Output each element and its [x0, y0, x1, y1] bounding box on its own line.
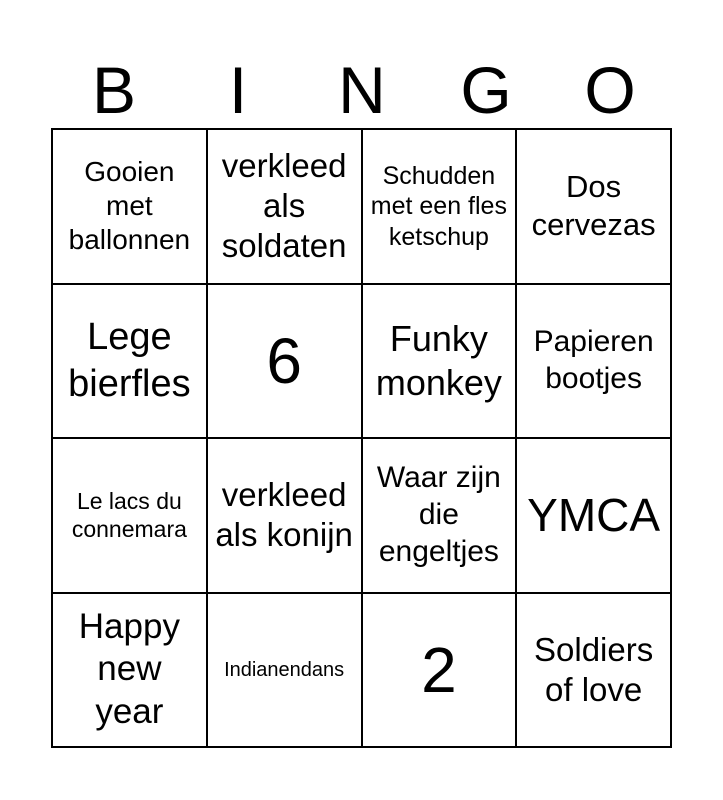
bingo-cell[interactable]: Le lacs du connemara [52, 438, 207, 593]
bingo-cell[interactable]: Waar zijn die engeltjes [362, 438, 517, 593]
header-letter-g: G [460, 53, 512, 127]
header-letter-b: B [91, 53, 137, 127]
bingo-cell[interactable]: verkleed als konijn [207, 438, 362, 593]
bingo-cell[interactable]: Funky monkey [362, 284, 517, 439]
bingo-cell[interactable]: Schudden met een fles ketschup [362, 129, 517, 284]
bingo-cell[interactable]: Gooien met ballonnen [52, 129, 207, 284]
bingo-header [52, 52, 672, 128]
bingo-cell[interactable]: Soldiers of love [516, 593, 671, 748]
bingo-cell[interactable]: Papieren bootjes [516, 284, 671, 439]
bingo-grid [51, 128, 672, 748]
header-letter-o: O [584, 53, 636, 127]
bingo-cell[interactable]: YMCA [516, 438, 671, 593]
header-letter-i: I [228, 53, 248, 127]
bingo-cell[interactable]: Lege bierfles [52, 284, 207, 439]
bingo-cell[interactable]: Happy new year [52, 593, 207, 748]
bingo-cell[interactable]: Dos cervezas [516, 129, 671, 284]
bingo-cell[interactable]: 6 [207, 284, 362, 439]
bingo-cell[interactable]: verkleed als soldaten [207, 129, 362, 284]
bingo-cell[interactable]: 2 [362, 593, 517, 748]
header-letter-n: N [338, 53, 386, 127]
bingo-cell[interactable]: Indianendans [207, 593, 362, 748]
